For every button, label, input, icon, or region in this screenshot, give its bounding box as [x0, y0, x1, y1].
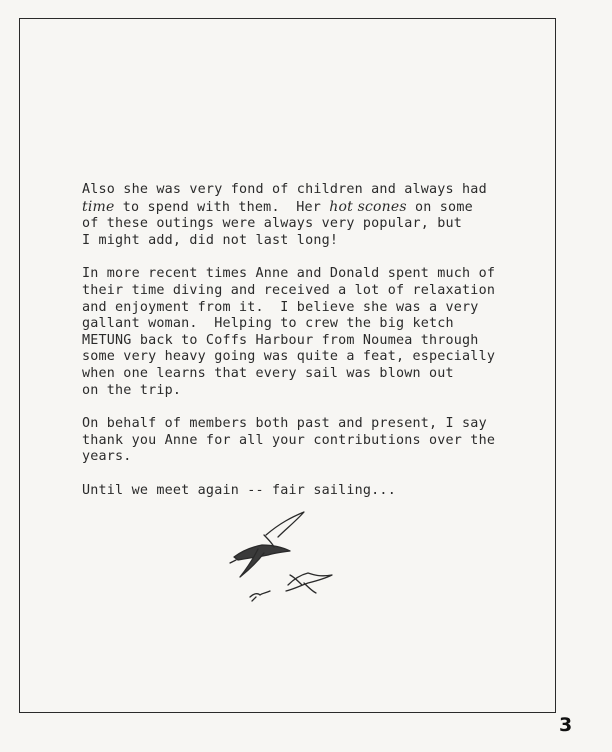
text-line: In more recent times Anne and Donald spent much of [82, 266, 496, 282]
paragraph-diving [82, 266, 522, 399]
text-line: years. [82, 449, 132, 465]
seagulls-illustration [228, 505, 340, 605]
handwritten-word: hot scones [329, 198, 407, 215]
text-line: time to spend with them. Her hot scones on some [82, 198, 473, 215]
handwritten-word: time [82, 198, 115, 215]
text-line: thank you Anne for all your contributions over the [82, 432, 496, 448]
text-line: Also she was very fond of children and always had [82, 182, 487, 197]
text-line: on the trip. [82, 382, 182, 398]
tiny-gull [250, 591, 270, 597]
text-line: gallant woman. Helping to crew the big ketch [82, 316, 454, 332]
sign-off: Until we meet again -- fair sailing... [82, 482, 396, 498]
text-line: and enjoyment from it. I believe she was a very [82, 299, 479, 315]
text-line: On behalf of members both past and present, I say [82, 416, 487, 432]
large-gull-wing-upper [266, 512, 304, 537]
text-line: of these outings were always very popular, but [82, 216, 463, 232]
text-line: some very heavy going was quite a feat, especially [82, 349, 496, 365]
text-line: when one learns that every sail was blown out [82, 365, 454, 381]
page-number: 3 [559, 714, 573, 736]
paragraph-thanks [82, 416, 522, 466]
letter-body [82, 182, 522, 500]
text-line: I might add, did not last long! [82, 232, 339, 248]
paragraph-children [82, 182, 522, 249]
text-line: METUNG back to Coffs Harbour from Noumea through [82, 332, 479, 348]
text-line: their time diving and received a lot of relaxation [82, 282, 496, 298]
